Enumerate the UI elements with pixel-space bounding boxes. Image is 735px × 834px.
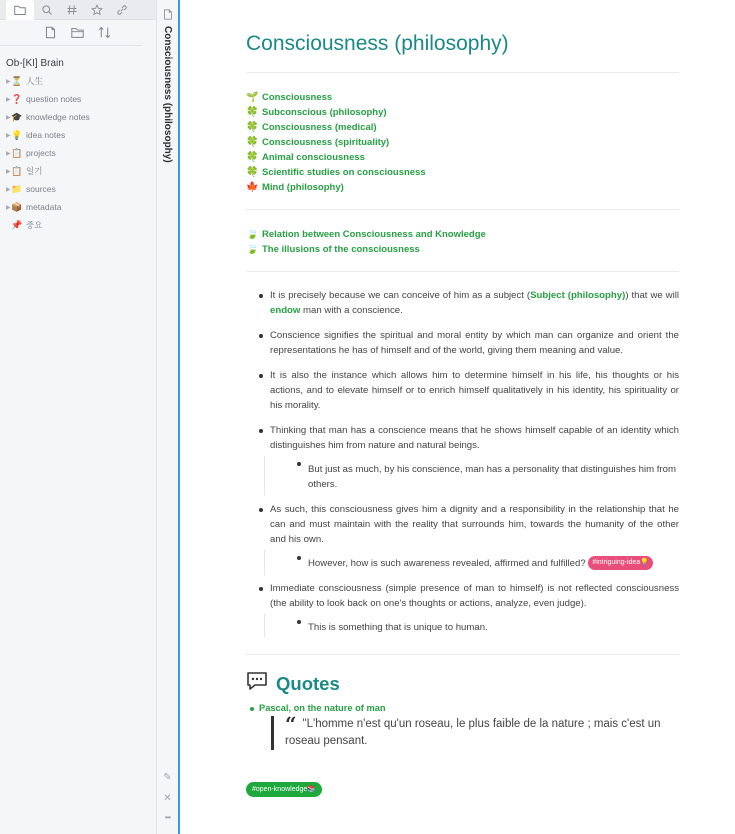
leaf-emoji-icon: 🍀 — [246, 137, 259, 148]
sidebar-item[interactable] — [0, 72, 156, 90]
sidebar-item[interactable] — [0, 162, 156, 180]
divider — [246, 271, 679, 272]
related-notes-list — [246, 90, 426, 195]
sub-list-item: But just as much, by his conscience, man has a personality that distinguishes him from others. — [264, 456, 679, 495]
subject-philosophy-link[interactable]: Subject (philosophy) — [530, 290, 626, 301]
sidebar-item-label: question notes — [26, 94, 82, 104]
intriguing-idea-tag[interactable]: #intriguing-idea💡 — [588, 556, 653, 570]
sub-list-item: However, how is such awareness revealed, affirmed and fulfilled? #intriguing-idea💡 — [264, 550, 679, 575]
pencil-icon[interactable]: ✎ — [163, 772, 172, 783]
leaf-emoji-icon: 🍀 — [246, 167, 259, 178]
divider — [246, 654, 679, 655]
file-explorer-sidebar — [0, 0, 157, 834]
sidebar-actions — [0, 20, 142, 46]
sidebar-item[interactable] — [0, 126, 156, 144]
chevron-right-icon[interactable]: ▶ — [6, 204, 11, 211]
speech-bubble-icon — [246, 671, 268, 696]
file-tree — [0, 72, 156, 234]
chevron-right-icon[interactable]: ▶ — [6, 150, 11, 157]
tab-title[interactable]: Consciousness (philosophy) — [162, 26, 173, 163]
note-link-label[interactable]: Relation between Consciousness and Knowledge — [262, 229, 486, 240]
folder-emoji-icon: 📦 — [11, 201, 23, 212]
note-link[interactable] — [246, 135, 426, 150]
sidebar-item-label: sources — [26, 184, 56, 194]
sidebar-tab-bar — [0, 0, 156, 20]
sidebar-item-label: 중요 — [26, 220, 43, 230]
folder-emoji-icon: ❓ — [11, 93, 23, 104]
note-link-label[interactable]: Consciousness — [262, 92, 333, 103]
sidebar-item[interactable] — [0, 198, 156, 216]
sidebar-item[interactable] — [0, 90, 156, 108]
vertical-tab-strip — [157, 0, 180, 834]
folder-emoji-icon: 📁 — [11, 183, 23, 194]
sidebar-item-label: metadata — [26, 202, 62, 212]
list-item: It is precisely because we can conceive of him as a subject (Subject (philosophy)) that we will endow man with a conscience. — [246, 288, 679, 318]
quotes-heading — [246, 671, 340, 696]
chevron-right-icon[interactable]: ▶ — [6, 168, 11, 175]
chevron-right-icon[interactable]: ▶ — [6, 186, 11, 193]
document-icon[interactable] — [163, 7, 173, 25]
sidebar-item[interactable] — [0, 144, 156, 162]
list-item: It is also the instance which allows him to determine himself in his life, his thoughts or his actions, and to elevate himself or to enrich himself qualitatively in his identity, his spirituality or his morality. — [246, 368, 679, 413]
leaf-emoji-icon: 🍁 — [246, 182, 259, 193]
sidebar-item-label: 일기 — [26, 166, 43, 176]
leaf-emoji-icon: 🍃 — [246, 244, 259, 255]
sidebar-item-label: 人生 — [26, 76, 44, 86]
quotes-heading-text: Quotes — [276, 672, 340, 694]
sort-icon[interactable] — [98, 26, 111, 39]
folder-emoji-icon: ⏳ — [11, 75, 23, 86]
note-link-label[interactable]: Subconscious (philosophy) — [262, 107, 387, 118]
leaf-emoji-icon: 🌱 — [246, 92, 259, 103]
sidebar-item-label: projects — [26, 148, 56, 158]
note-link[interactable] — [246, 180, 426, 195]
divider — [246, 72, 679, 73]
divider — [246, 209, 679, 210]
linked-notes-list — [246, 227, 486, 257]
quote-mark-icon: “ — [285, 712, 297, 736]
search-icon[interactable] — [34, 0, 59, 20]
note-link-label[interactable]: Consciousness (spirituality) — [262, 137, 390, 148]
chevron-right-icon[interactable]: ▶ — [6, 96, 11, 103]
note-link-label[interactable]: Mind (philosophy) — [262, 182, 344, 193]
note-link-label[interactable]: Animal consciousness — [262, 152, 365, 163]
new-note-icon[interactable] — [44, 26, 57, 39]
close-icon[interactable]: ✕ — [163, 793, 172, 804]
note-link[interactable] — [246, 120, 426, 135]
vault-name[interactable]: Ob-[KI] Brain — [6, 58, 64, 69]
leaf-emoji-icon: 🍀 — [246, 152, 259, 163]
leaf-emoji-icon: 🍀 — [246, 107, 259, 118]
sub-list-item: This is something that is unique to human. — [264, 614, 679, 637]
note-link[interactable] — [246, 165, 426, 180]
sidebar-item[interactable] — [0, 180, 156, 198]
note-link[interactable] — [246, 105, 426, 120]
sidebar-item[interactable] — [0, 216, 156, 234]
folder-emoji-icon: 📌 — [11, 219, 23, 230]
note-link-label[interactable]: Consciousness (medical) — [262, 122, 377, 133]
folder-emoji-icon: 📋 — [11, 147, 23, 158]
star-icon[interactable] — [84, 0, 109, 20]
folder-emoji-icon: 📋 — [11, 165, 23, 176]
new-folder-icon[interactable] — [71, 26, 84, 39]
endow-link[interactable]: endow — [270, 305, 301, 316]
sidebar-item-label: knowledge notes — [26, 112, 90, 122]
note-link-label[interactable]: The illusions of the consciousness — [262, 244, 420, 255]
list-item: Immediate consciousness (simple presence of man to himself) is not reflected consciousness (the ability to look back on one's thoughts or actions, analyze, even judge). — [246, 581, 679, 611]
hash-icon[interactable] — [59, 0, 84, 20]
list-item: Conscience signifies the spiritual and moral entity by which man can organize and orient the representations he has of himself and of the world, giving them meaning and value. — [246, 328, 679, 358]
blockquote: “ "L'homme n'est qu'un roseau, le plus faible de la nature ; mais c'est un roseau pensant. — [271, 716, 671, 750]
leaf-emoji-icon: 🍀 — [246, 122, 259, 133]
link-icon[interactable] — [109, 0, 134, 20]
sidebar-item[interactable] — [0, 108, 156, 126]
chevron-right-icon[interactable]: ▶ — [6, 78, 11, 85]
folder-emoji-icon: 🎓 — [11, 111, 23, 122]
page-title: Consciousness (philosophy) — [246, 32, 509, 55]
chevron-right-icon[interactable]: ▶ — [6, 114, 11, 121]
chevron-right-icon[interactable]: ▶ — [6, 132, 11, 139]
more-options-icon[interactable]: ••• — [164, 813, 171, 822]
leaf-emoji-icon: 🍃 — [246, 229, 259, 240]
quote-author: Pascal, on the nature of man — [259, 703, 386, 713]
open-knowledge-tag[interactable]: #open-knowledge📚 — [246, 782, 322, 797]
note-link[interactable] — [246, 242, 486, 257]
note-link-label[interactable]: Scientific studies on consciousness — [262, 167, 426, 178]
list-item: Thinking that man has a conscience means that he shows himself capable of an identity which distinguishes him from nature and natural beings. — [246, 423, 679, 453]
note-link[interactable] — [246, 150, 426, 165]
folder-icon[interactable] — [6, 0, 34, 20]
list-item: As such, this consciousness gives him a dignity and a responsibility in the relationship that he can and must maintain with the reality that surrounds him, towards the humanity of the other and his own. — [246, 502, 679, 547]
note-link[interactable] — [246, 90, 426, 105]
bullet-list — [246, 288, 679, 637]
folder-emoji-icon: 💡 — [11, 129, 23, 140]
sidebar-item-label: idea notes — [26, 130, 66, 140]
note-link[interactable] — [246, 227, 486, 242]
